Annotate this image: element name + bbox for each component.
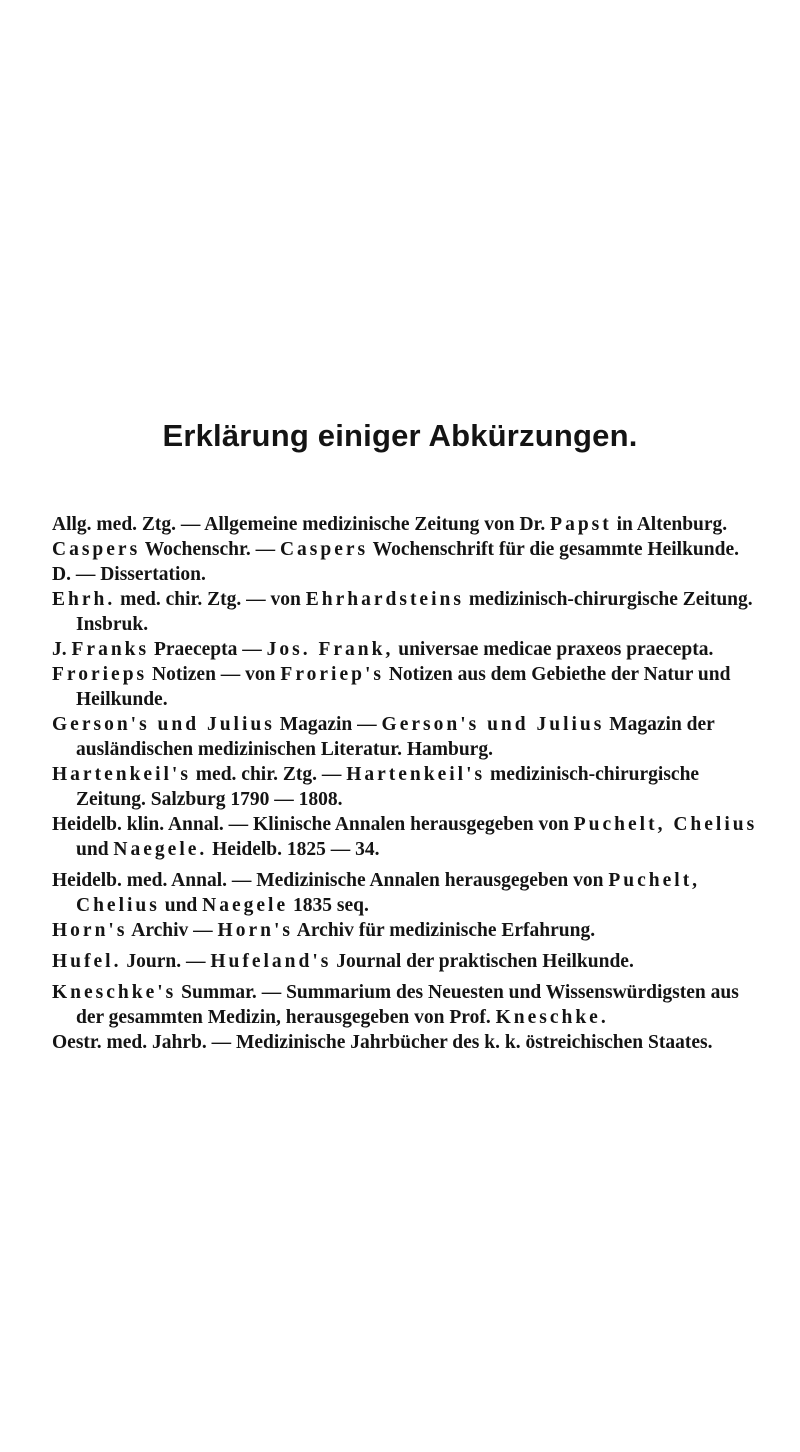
- list-item: [52, 537, 770, 562]
- abbreviation-name: Gerson's und Julius: [52, 714, 275, 735]
- entry-dash: —: [181, 951, 211, 972]
- abbreviation: Journ.: [121, 951, 182, 972]
- expansion-text: Dissertation.: [100, 564, 206, 585]
- entry-dash: —: [250, 539, 280, 560]
- abbreviation: Notizen: [147, 664, 216, 685]
- abbreviation-name: Hufel.: [52, 951, 122, 972]
- entry-dash: —: [227, 870, 257, 891]
- person-name: Naegele: [202, 895, 289, 916]
- expansion-text: Wochenschrift für die gesammte Heilkunde.: [368, 539, 739, 560]
- abbreviation: Heidelb. med. Annal.: [52, 870, 227, 891]
- abbreviation-name: Hartenkeil's: [52, 764, 191, 785]
- person-name: Horn's: [217, 920, 293, 941]
- list-item: [52, 812, 770, 862]
- abbreviation-name: Franks: [71, 639, 150, 660]
- list-item: [52, 512, 770, 537]
- person-name: Ehrhardsteins: [305, 589, 464, 610]
- list-item: [52, 918, 770, 943]
- abbreviation: J.: [52, 639, 72, 660]
- expansion-text: Klinische Annalen herausgegeben von: [253, 814, 574, 835]
- entry-dash: —: [206, 1032, 236, 1053]
- abbreviation-name: Frorieps: [52, 664, 148, 685]
- expansion-text: Magazin der ausländischen medizinischen Literatur. Hamburg.: [76, 714, 715, 760]
- expansion-text: Archiv für medizinische Erfahrung.: [292, 920, 596, 941]
- list-item: [52, 562, 770, 587]
- entry-dash: —: [223, 814, 254, 835]
- entry-dash: —: [188, 920, 218, 941]
- abbreviation: D.: [52, 564, 71, 585]
- entry-dash: —: [237, 639, 267, 660]
- entry-dash: —: [256, 982, 287, 1003]
- entry-dash: —: [352, 714, 382, 735]
- entry-dash: —: [241, 589, 271, 610]
- entry-dash: —: [316, 764, 347, 785]
- list-item: [52, 662, 770, 712]
- list-item: [52, 762, 770, 812]
- list-item: [52, 712, 770, 762]
- expansion-text: 1835 seq.: [288, 895, 369, 916]
- person-name: Kneschke.: [495, 1007, 609, 1028]
- person-name: Froriep's: [280, 664, 384, 685]
- person-name: Papst: [550, 514, 612, 535]
- abbreviation-list: [52, 512, 770, 1055]
- expansion-text: Summarium des Neuesten und Wissenswürdigsten aus der gesammten Medizin, herausgegeben von Prof.: [76, 982, 739, 1028]
- entry-dash: —: [176, 514, 205, 535]
- expansion-text: Notizen aus dem Gebiethe der Natur und Heilkunde.: [76, 664, 731, 710]
- expansion-text: und: [159, 895, 203, 916]
- person-name: Jos. Frank,: [266, 639, 394, 660]
- person-name: Gerson's und Julius: [381, 714, 605, 735]
- abbreviation: med. chir. Ztg.: [115, 589, 242, 610]
- expansion-text: medizinisch-chirurgische Zeitung. Insbruk.: [76, 589, 753, 635]
- abbreviation: Wochenschr.: [140, 539, 251, 560]
- list-item: [52, 980, 770, 1030]
- expansion-text: medizinisch-chirurgische Zeitung. Salzburg 1790 — 1808.: [76, 764, 700, 810]
- abbreviation-name: Caspers: [52, 539, 141, 560]
- entry-dash: —: [70, 564, 101, 585]
- person-name: Naegele.: [113, 839, 208, 860]
- abbreviation-name: Ehrh.: [52, 589, 116, 610]
- person-name: Puchelt, Chelius: [573, 814, 758, 835]
- abbreviation: Summar.: [176, 982, 257, 1003]
- page-title: Erklärung einiger Abkürzungen.: [162, 418, 638, 453]
- person-name: Caspers: [279, 539, 369, 560]
- person-name: Puchelt, Chelius: [76, 870, 701, 916]
- expansion-text: von: [245, 664, 281, 685]
- expansion-text: in Altenburg.: [611, 514, 728, 535]
- person-name: Hufeland's: [210, 951, 332, 972]
- list-item: [52, 637, 770, 662]
- abbreviation: Magazin: [274, 714, 353, 735]
- abbreviation: Oestr. med. Jahrb.: [52, 1032, 207, 1053]
- expansion-text: Heidelb. 1825 — 34.: [207, 839, 380, 860]
- expansion-text: Medizinische Annalen herausgegeben von: [256, 870, 609, 891]
- abbreviation: Praecepta: [149, 639, 238, 660]
- list-item: [52, 868, 770, 918]
- list-item: [52, 587, 770, 637]
- abbreviation-name: Kneschke's: [52, 982, 177, 1003]
- expansion-text: und: [76, 839, 114, 860]
- expansion-text: Medizinische Jahrbücher des k. k. östreichischen Staates.: [235, 1032, 713, 1053]
- abbreviation: Allg. med. Ztg.: [52, 514, 177, 535]
- list-item: [52, 1030, 770, 1055]
- abbreviation-name: Horn's: [52, 920, 128, 941]
- expansion-text: universae medicae praxeos praecepta.: [393, 639, 714, 660]
- abbreviation: Archiv: [127, 920, 189, 941]
- person-name: Hartenkeil's: [346, 764, 486, 785]
- expansion-text: Allgemeine medizinische Zeitung von Dr.: [204, 514, 551, 535]
- expansion-text: von: [270, 589, 306, 610]
- abbreviation: Heidelb. klin. Annal.: [52, 814, 224, 835]
- abbreviation: med. chir. Ztg.: [190, 764, 317, 785]
- expansion-text: Journal der praktischen Heilkunde.: [331, 951, 634, 972]
- list-item: [52, 949, 770, 974]
- entry-dash: —: [215, 664, 246, 685]
